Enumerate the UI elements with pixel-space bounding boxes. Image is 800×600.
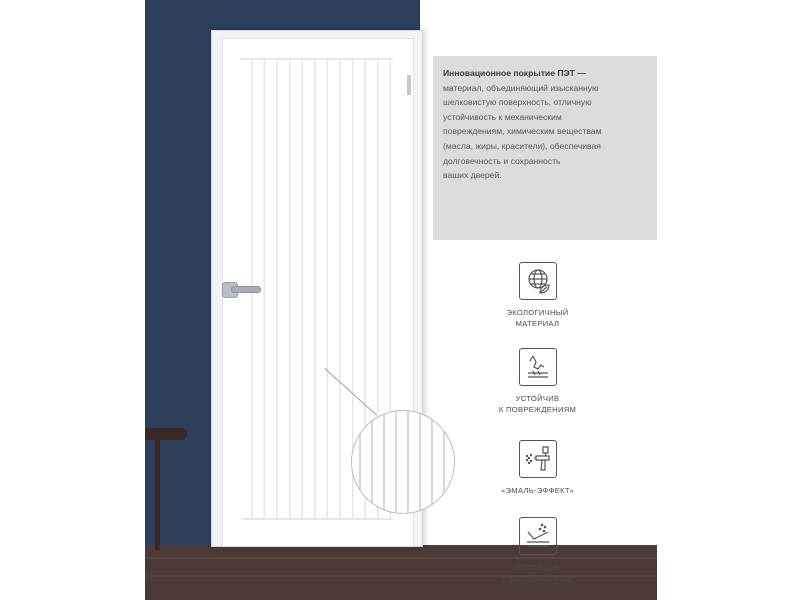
feature-dirt-label: УСТОЙЧИВ К ЗАГРЯЗНЕНИЯМ [501, 563, 574, 583]
side-table-top [145, 428, 187, 440]
door-hinge [407, 75, 411, 95]
spray-gun-icon [519, 440, 557, 478]
info-line: устойчивость к механическим [443, 111, 562, 122]
info-box [433, 56, 657, 240]
info-title: Инновационное покрытие ПЭТ — [443, 68, 586, 78]
dirt-resistant-icon [519, 517, 557, 555]
door-panel-top-edge [241, 58, 393, 60]
side-table-leg [155, 440, 160, 550]
info-text [443, 66, 649, 183]
surface-zoom-circle [351, 410, 455, 514]
feature-eco [470, 262, 605, 329]
door-handle-lever [231, 286, 261, 293]
feature-eco-label: ЭКОЛОГИЧНЫЙ МАТЕРИАЛ [506, 308, 569, 328]
feature-dirt-resistant [470, 517, 605, 584]
info-line: шелковистую поверхность, отличную [443, 97, 592, 108]
info-line: материал, объединяющий изысканную [443, 82, 599, 93]
info-line: долговечность и сохранность [443, 155, 561, 166]
feature-damage-label: УСТОЙЧИВ К ПОВРЕЖДЕНИЯМ [498, 394, 577, 414]
feature-enamel-effect [470, 440, 605, 496]
feature-enamel-label: «ЭМАЛЬ-ЭФФЕКТ» [501, 486, 574, 495]
info-line: ваших дверей. [443, 170, 502, 181]
door-panel-bottom-edge [241, 518, 393, 520]
eco-globe-leaf-icon [519, 262, 557, 300]
info-line: (масла, жиры, красители), обеспечивая [443, 140, 601, 151]
scratch-resistant-icon [519, 348, 557, 386]
info-line: повреждениям, химическим веществам [443, 126, 602, 137]
feature-damage-resistant [470, 348, 605, 415]
